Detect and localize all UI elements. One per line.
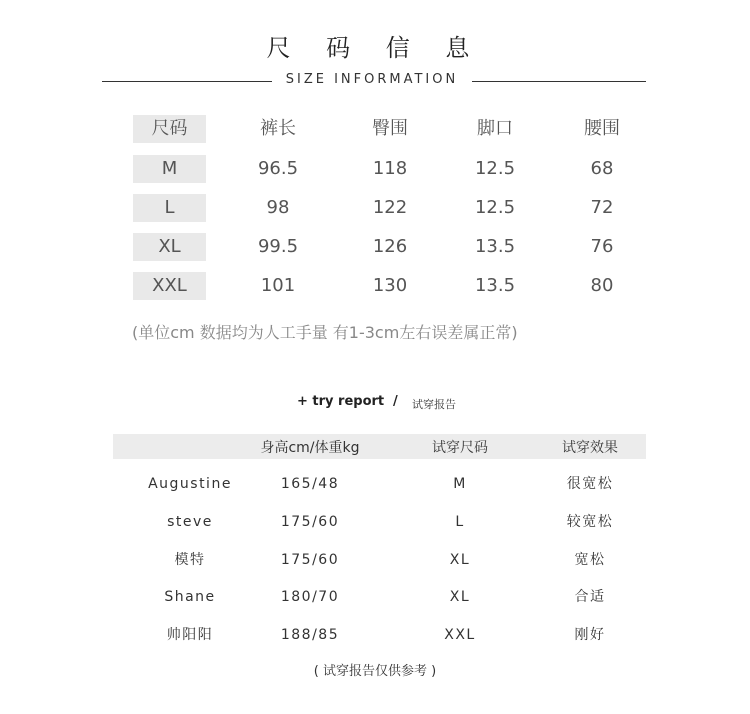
header-height-weight: 身高cm/体重kg: [260, 440, 360, 456]
header-try-effect: 试穿效果: [562, 440, 618, 456]
header-hem: 脚口: [477, 118, 513, 139]
waist-cell: 68: [590, 158, 614, 179]
try-size-cell: M: [453, 476, 467, 492]
page-title: 尺 码 信 息: [266, 34, 484, 62]
try-report-title: + try report: [297, 394, 385, 409]
try-size-cell: L: [455, 514, 465, 530]
size-label: M: [133, 155, 206, 183]
waist-cell: 72: [590, 197, 614, 218]
page-subtitle: SIZE INFORMATION: [285, 72, 459, 87]
subtitle-bar: [102, 72, 646, 90]
size-label: L: [133, 194, 206, 222]
waist-cell: 80: [590, 275, 614, 296]
tester-name: 模特: [174, 552, 206, 568]
size-row: [0, 155, 750, 183]
try-effect-cell: 宽松: [574, 552, 606, 568]
length-cell: 101: [260, 275, 296, 296]
try-report-slash: /: [393, 394, 398, 409]
divider-left: [102, 81, 272, 82]
tester-name: Augustine: [148, 476, 232, 492]
height-weight-cell: 180/70: [280, 589, 340, 605]
hip-cell: 126: [372, 236, 408, 257]
length-cell: 96.5: [257, 158, 299, 179]
divider-right: [472, 81, 646, 82]
try-report-subtitle: 试穿报告: [412, 398, 456, 411]
header-hip: 臀围: [372, 118, 408, 139]
hip-cell: 118: [372, 158, 408, 179]
try-table-row: [0, 625, 750, 645]
try-report-footnote: ( 试穿报告仅供参考 ): [313, 664, 437, 679]
hip-cell: 122: [372, 197, 408, 218]
hem-cell: 13.5: [474, 236, 516, 257]
size-table-header: [0, 115, 750, 143]
length-cell: 98: [266, 197, 290, 218]
header-waist: 腰围: [584, 118, 620, 139]
height-weight-cell: 188/85: [280, 627, 340, 643]
header-length: 裤长: [260, 118, 296, 139]
try-effect-cell: 合适: [574, 589, 606, 605]
tester-name: Shane: [164, 589, 216, 605]
size-row: [0, 194, 750, 222]
try-table-header: [0, 436, 750, 456]
header-try-size: 试穿尺码: [432, 440, 488, 456]
try-effect-cell: 较宽松: [566, 514, 614, 530]
try-table-row: [0, 512, 750, 532]
height-weight-cell: 165/48: [280, 476, 340, 492]
hem-cell: 12.5: [474, 158, 516, 179]
waist-cell: 76: [590, 236, 614, 257]
try-table-row: [0, 587, 750, 607]
size-label: XL: [133, 233, 206, 261]
height-weight-cell: 175/60: [280, 552, 340, 568]
length-cell: 99.5: [257, 236, 299, 257]
try-table-row: [0, 474, 750, 494]
try-table-row: [0, 550, 750, 570]
try-size-cell: XXL: [444, 627, 476, 643]
tester-name: steve: [167, 514, 213, 530]
try-size-cell: XL: [449, 589, 471, 605]
hip-cell: 130: [372, 275, 408, 296]
tester-name: 帅阳阳: [166, 627, 214, 643]
try-effect-cell: 很宽松: [566, 476, 614, 492]
try-effect-cell: 刚好: [574, 627, 606, 643]
hem-cell: 13.5: [474, 275, 516, 296]
try-size-cell: XL: [449, 552, 471, 568]
header-size: 尺码: [133, 115, 206, 143]
size-label: XXL: [133, 272, 206, 300]
size-row: [0, 272, 750, 300]
measurement-note: (单位cm 数据均为人工手量 有1-3cm左右误差属正常): [132, 323, 518, 342]
size-row: [0, 233, 750, 261]
height-weight-cell: 175/60: [280, 514, 340, 530]
hem-cell: 12.5: [474, 197, 516, 218]
